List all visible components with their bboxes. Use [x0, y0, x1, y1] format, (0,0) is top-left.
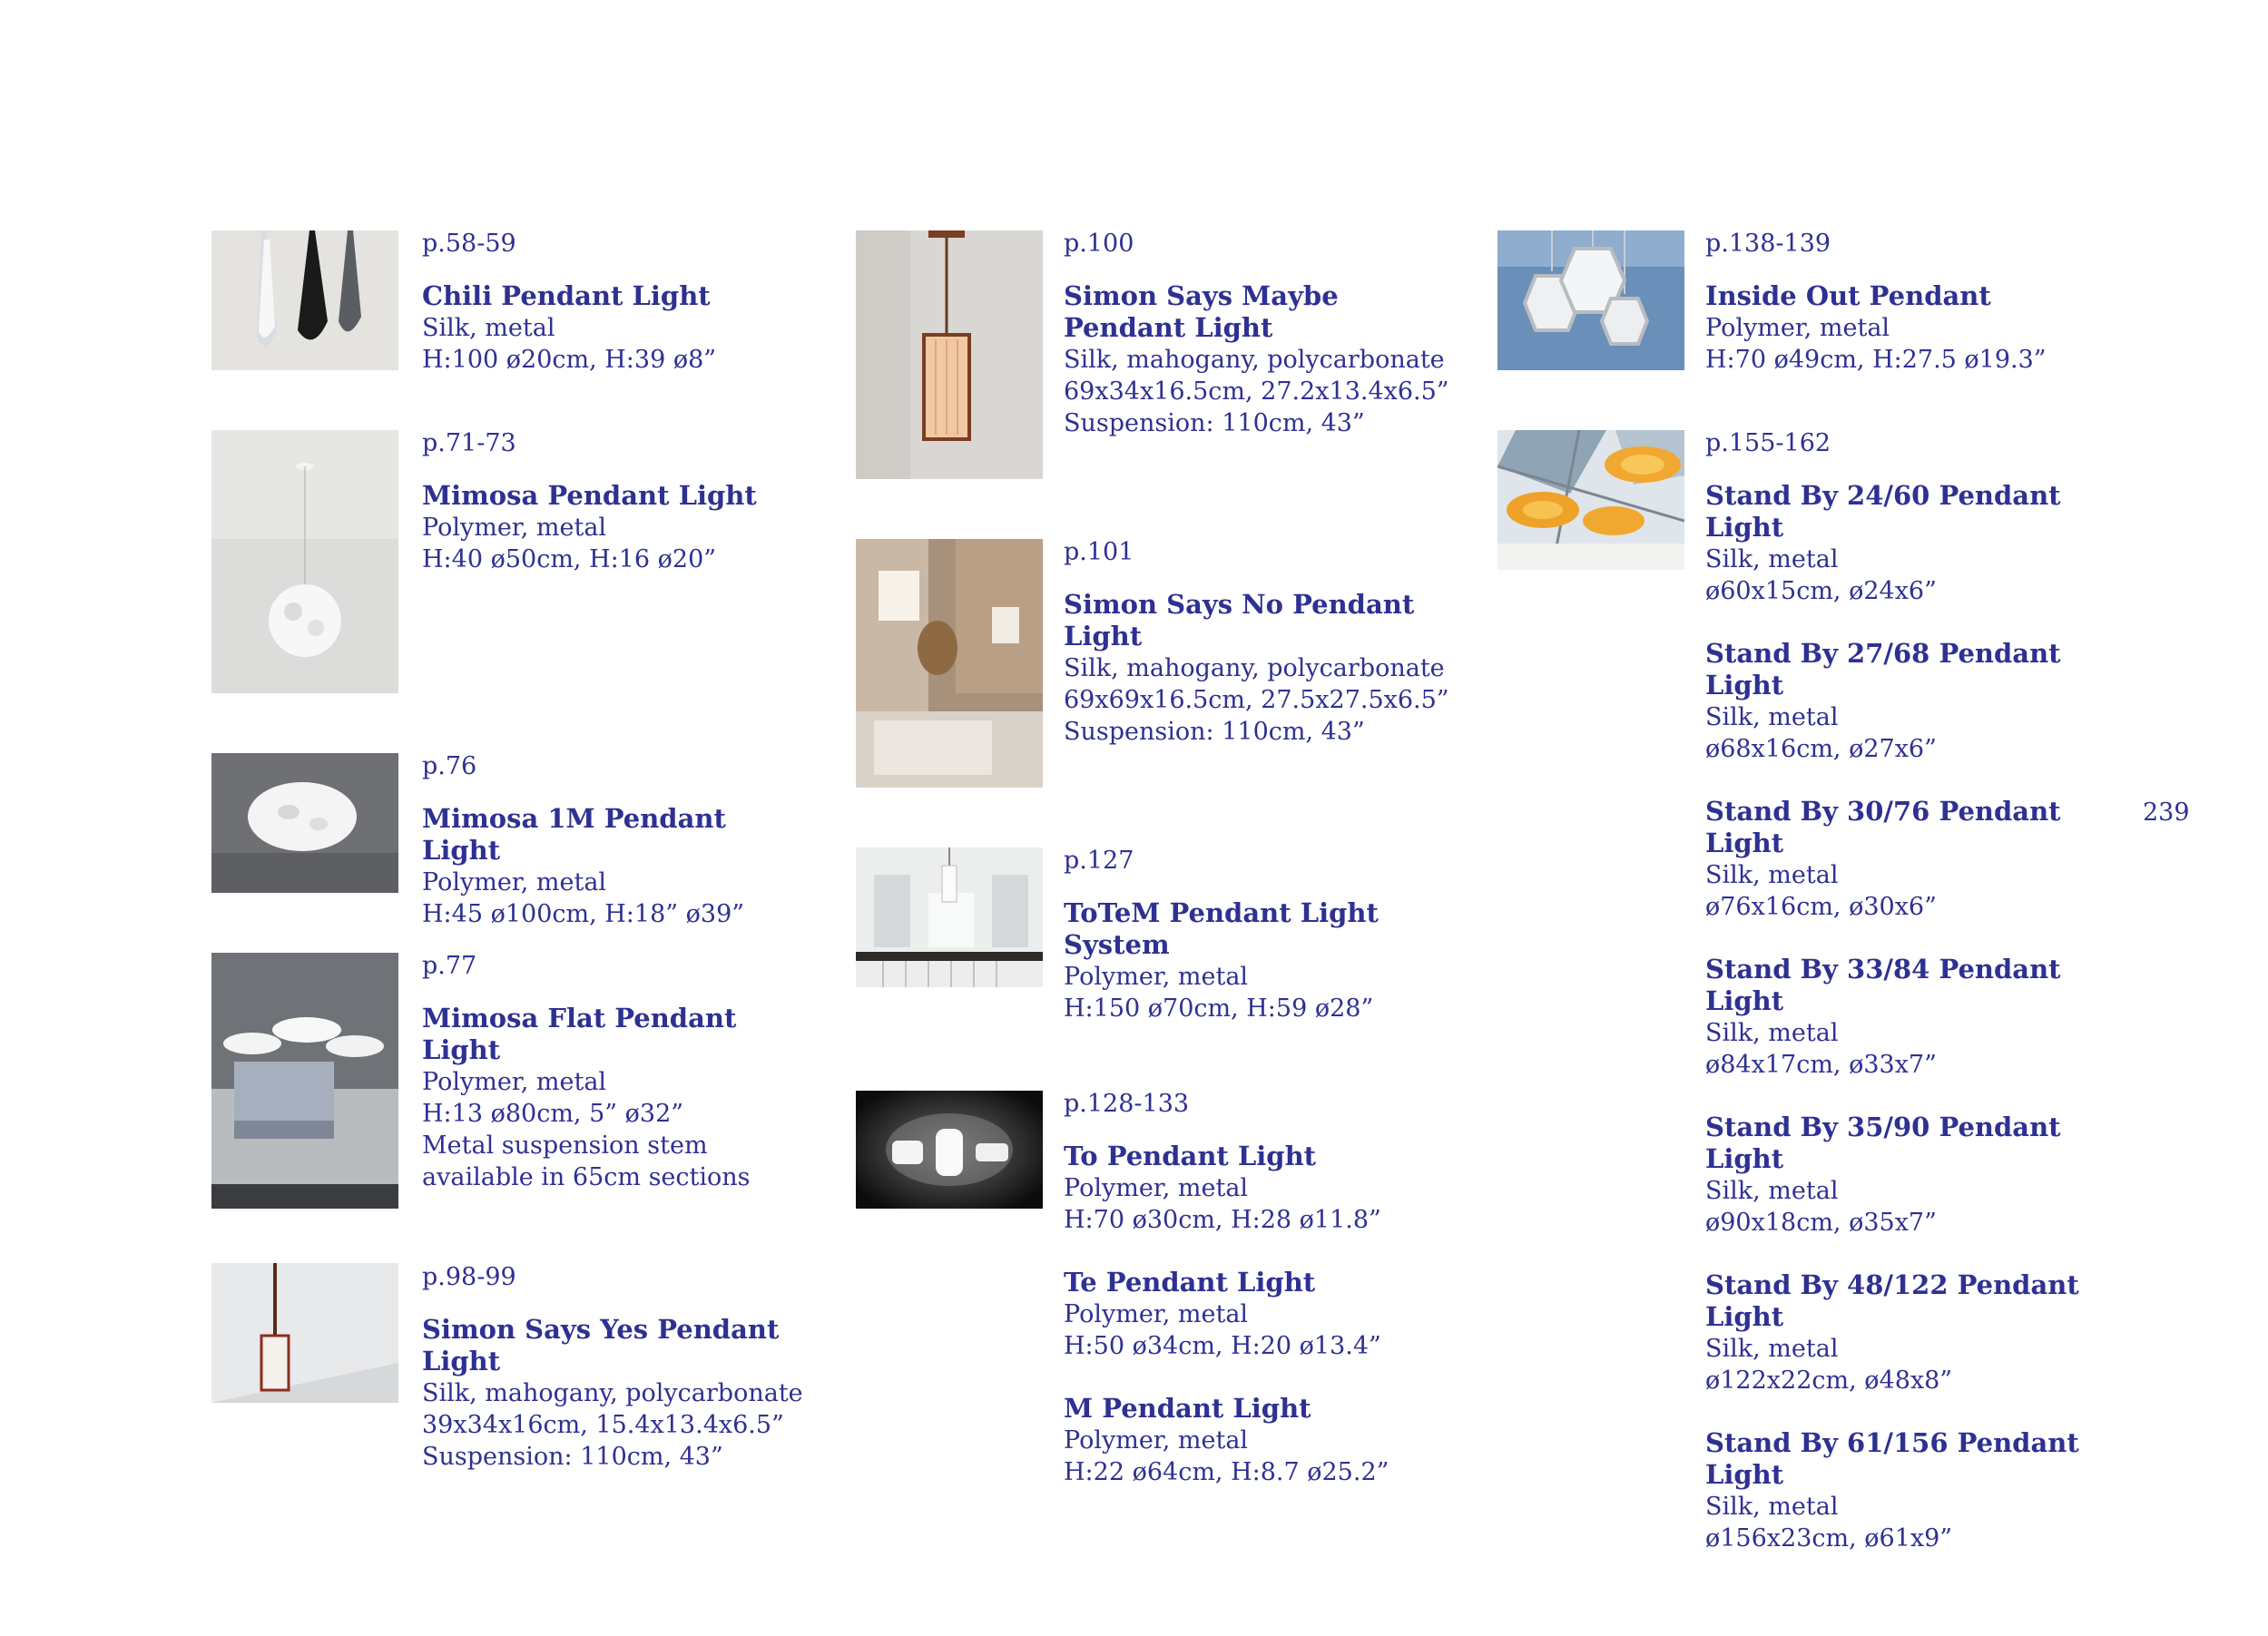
totem-system-photo [856, 847, 1043, 987]
product-name: Inside Out Pendant [1705, 280, 1991, 311]
simon-says-maybe-photo [856, 230, 1043, 479]
product [422, 280, 803, 376]
product-suspension: Suspension: 110cm, 43” [422, 1443, 723, 1471]
entry-text [1064, 1088, 1445, 1519]
page-reference: p.77 [422, 952, 477, 980]
product-name: Simon Says Maybe Pendant Light [1064, 280, 1339, 343]
product-dimensions: H:70 ø30cm, H:28 ø11.8” [1064, 1206, 1381, 1234]
product-note: available in 65cm sections [422, 1163, 751, 1191]
product-materials: Silk, metal [1705, 703, 1839, 731]
product [1705, 638, 2086, 765]
product-dimensions: ø90x18cm, ø35x7” [1705, 1209, 1937, 1237]
product [1064, 589, 1449, 748]
product [422, 1003, 803, 1193]
product-materials: Silk, mahogany, polycarbonate [1064, 346, 1445, 374]
product-dimensions: H:150 ø70cm, H:59 ø28” [1064, 994, 1374, 1023]
product [1064, 1141, 1445, 1236]
product-name: Stand By 27/68 Pendant Light [1705, 638, 2061, 700]
product-dimensions: ø156x23cm, ø61x9” [1705, 1524, 1953, 1553]
product-materials: Polymer, metal [1705, 314, 1890, 342]
product-suspension: Suspension: 110cm, 43” [1064, 409, 1365, 437]
product [1705, 480, 2086, 607]
product-materials: Silk, mahogany, polycarbonate [422, 1379, 803, 1407]
product-dimensions: ø76x16cm, ø30x6” [1705, 893, 1937, 921]
product [1705, 280, 2086, 376]
page-number: 239 [2143, 798, 2190, 827]
product-dimensions: 69x69x16.5cm, 27.5x27.5x6.5” [1064, 686, 1449, 714]
product-name: Stand By 61/156 Pendant Light [1705, 1427, 2079, 1490]
entry-text [1064, 536, 1449, 779]
product [1064, 280, 1449, 439]
product-dimensions: H:40 ø50cm, H:16 ø20” [422, 545, 717, 573]
entry-text [422, 228, 803, 407]
product-materials: Polymer, metal [1064, 1300, 1249, 1328]
product-dimensions: H:13 ø80cm, 5” ø32” [422, 1100, 684, 1128]
mimosa-pendant-photo [211, 430, 398, 693]
product-name: Mimosa Flat Pendant Light [422, 1003, 737, 1065]
product-suspension: Suspension: 110cm, 43” [1064, 718, 1365, 746]
entry-text [422, 1261, 803, 1504]
product-materials: Silk, metal [1705, 1177, 1839, 1205]
product-materials: Polymer, metal [1064, 963, 1249, 991]
page-reference: p.138-139 [1705, 230, 1831, 258]
product-materials: Polymer, metal [422, 1068, 607, 1096]
product-materials: Silk, metal [1705, 1019, 1839, 1047]
product-materials: Silk, mahogany, polycarbonate [1064, 654, 1445, 682]
entry-text [422, 427, 803, 606]
product-materials: Polymer, metal [1064, 1174, 1249, 1202]
product-name: Mimosa 1M Pendant Light [422, 803, 726, 866]
product [422, 480, 803, 575]
page-reference: p.128-133 [1064, 1090, 1190, 1118]
product-dimensions: H:100 ø20cm, H:39 ø8” [422, 346, 717, 374]
page-reference: p.127 [1064, 847, 1134, 875]
mimosa-flat-pendant-photo [211, 953, 398, 1209]
page-reference: p.58-59 [422, 230, 516, 258]
simon-says-yes-photo [211, 1263, 398, 1403]
product-name: Stand By 33/84 Pendant Light [1705, 954, 2061, 1016]
product-dimensions: H:45 ø100cm, H:18” ø39” [422, 900, 745, 928]
to-te-m-pendants-photo [856, 1091, 1043, 1209]
stand-by-pendants-photo [1497, 430, 1684, 570]
entry-text [422, 950, 803, 1224]
product [422, 803, 803, 930]
product-materials: Polymer, metal [422, 514, 607, 542]
product-materials: Silk, metal [1705, 1493, 1839, 1521]
product-dimensions: ø60x15cm, ø24x6” [1705, 577, 1937, 605]
product-name: ToTeM Pendant Light System [1064, 897, 1379, 960]
mimosa-1m-pendant-photo [211, 753, 398, 893]
entry-text [1064, 845, 1445, 1055]
product-materials: Polymer, metal [422, 868, 607, 896]
product-note: Metal suspension stem [422, 1131, 708, 1160]
product-name: Stand By 30/76 Pendant Light [1705, 796, 2061, 858]
entry-text [422, 750, 803, 961]
product-dimensions: H:50 ø34cm, H:20 ø13.4” [1064, 1332, 1381, 1360]
product-dimensions: 39x34x16cm, 15.4x13.4x6.5” [422, 1411, 784, 1439]
inside-out-pendant-photo [1497, 230, 1684, 370]
entry-text [1705, 427, 2086, 1585]
product [1064, 897, 1445, 1024]
product-materials: Silk, metal [1705, 1335, 1839, 1363]
page-reference: p.101 [1064, 538, 1134, 566]
product [1705, 954, 2086, 1081]
product-dimensions: H:22 ø64cm, H:8.7 ø25.2” [1064, 1458, 1389, 1486]
product-name: Chili Pendant Light [422, 280, 711, 311]
page-reference: p.155-162 [1705, 429, 1831, 457]
product-dimensions: ø68x16cm, ø27x6” [1705, 735, 1937, 763]
product-materials: Silk, metal [422, 314, 555, 342]
product [1705, 1112, 2086, 1239]
page-reference: p.98-99 [422, 1263, 516, 1291]
product-materials: Silk, metal [1705, 545, 1839, 573]
product [1705, 1269, 2086, 1396]
entry-text [1064, 228, 1449, 470]
chili-pendant-photo [211, 230, 398, 370]
product-dimensions: ø122x22cm, ø48x8” [1705, 1367, 1953, 1395]
entry-text [1705, 228, 2086, 407]
product [1064, 1267, 1445, 1362]
page-reference: p.71-73 [422, 429, 516, 457]
product [1064, 1393, 1445, 1488]
product [1705, 796, 2086, 923]
product-dimensions: H:70 ø49cm, H:27.5 ø19.3” [1705, 346, 2047, 374]
product-materials: Polymer, metal [1064, 1426, 1249, 1455]
product-name: Stand By 48/122 Pendant Light [1705, 1269, 2079, 1332]
product-dimensions: ø84x17cm, ø33x7” [1705, 1051, 1937, 1079]
page-reference: p.100 [1064, 230, 1134, 258]
product-name: To Pendant Light [1064, 1141, 1317, 1171]
product-name: Mimosa Pendant Light [422, 480, 757, 511]
product [422, 1314, 803, 1473]
product [1705, 1427, 2086, 1554]
product-materials: Silk, metal [1705, 861, 1839, 889]
product-name: Stand By 35/90 Pendant Light [1705, 1112, 2061, 1174]
product-name: Te Pendant Light [1064, 1267, 1316, 1298]
product-name: Stand By 24/60 Pendant Light [1705, 480, 2061, 543]
product-name: Simon Says No Pendant Light [1064, 589, 1415, 651]
product-name: M Pendant Light [1064, 1393, 1311, 1424]
product-dimensions: 69x34x16.5cm, 27.2x13.4x6.5” [1064, 377, 1449, 406]
product-name: Simon Says Yes Pendant Light [422, 1314, 780, 1376]
simon-says-no-photo [856, 539, 1043, 788]
page-reference: p.76 [422, 752, 477, 780]
